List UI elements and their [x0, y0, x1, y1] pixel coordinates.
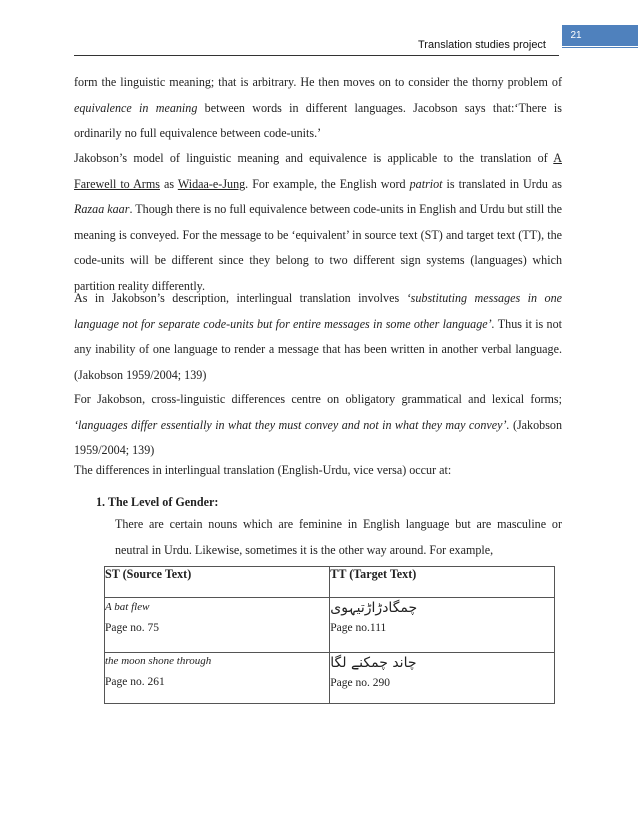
- p4-text-1: For Jakobson, cross-linguistic differences centre on obligatory grammatical and lexical forms;: [74, 392, 562, 406]
- p1-emphasis: equivalence in meaning: [74, 100, 198, 115]
- page-number: 21: [570, 30, 582, 41]
- table-header-row: [105, 567, 555, 598]
- table-header-tt: TT (Target Text): [330, 567, 555, 598]
- table-header-st: ST (Source Text): [105, 567, 330, 598]
- table-row: [105, 598, 555, 653]
- p2-text-2: as: [159, 176, 178, 191]
- paragraph-2: [74, 146, 562, 299]
- table-cell-st: [105, 598, 330, 653]
- paragraph-1: [74, 70, 562, 147]
- p3-quote: ‘substituting messages in one language not for separate code-units but for entire messages in some other language’.: [74, 291, 562, 331]
- paragraph-3: [74, 286, 562, 388]
- p3-text-1: As in Jakobson’s description, interlingual translation involves: [74, 291, 407, 305]
- p4-quote: ‘languages differ essentially in what they must convey and not in what they may convey’.: [74, 417, 510, 432]
- st-text: the moon shone through: [105, 655, 212, 667]
- list-item-title: 1. The Level of Gender:: [96, 495, 219, 509]
- p2-text-3: . For example, the English word: [245, 176, 410, 191]
- p2-emphasis-2: Razaa kaar: [74, 202, 130, 216]
- header-rule: [74, 55, 559, 56]
- tt-text: چمگادڑاڑتیہوی: [330, 600, 418, 616]
- p3-text-2: Thus it is not any inability of one language to render a message that has been written in another verbal language. (Jakobson 1959/2004; 139): [74, 316, 562, 382]
- st-page: Page no. 75: [105, 622, 159, 634]
- p2-text-4: is translated in Urdu as: [442, 176, 562, 191]
- p2-text-1: Jakobson’s model of linguistic meaning and equivalence is applicable to the translation of: [74, 151, 554, 165]
- p2-text-5: . Though there is no full equivalence between code-units in English and Urdu but still the meaning is conveyed. For the message to be ‘equivalent’ in source text (ST) and target text (TT), the code-units will be different since they belong to two different sign systems (languages) which partition reality differently.: [74, 202, 562, 293]
- table-cell-tt: [330, 598, 555, 653]
- paragraph-5: [74, 458, 562, 484]
- st-text: A bat flew: [105, 601, 150, 613]
- p2-emphasis-1: patriot: [409, 176, 443, 191]
- paragraph-4: [74, 387, 562, 464]
- list-item-body: There are certain nouns which are feminine in English language but are masculine or neutral in Urdu. Likewise, sometimes it is the other way around. For example,: [115, 517, 562, 557]
- p1-text-1: form the linguistic meaning; that is arbitrary. He then moves on to consider the thorny problem of: [74, 75, 562, 89]
- table-cell-st: [105, 653, 330, 704]
- st-page: Page no. 261: [105, 676, 165, 688]
- p4-text-2: (Jakobson 1959/2004; 139): [74, 417, 562, 457]
- p5-text: The differences in interlingual translation (English-Urdu, vice versa) occur at:: [74, 463, 452, 477]
- table-cell-tt: [330, 653, 555, 704]
- p2-book-title: A Farewell to Arms: [74, 151, 562, 191]
- p1-text-2: between words in different languages. Jacobson says that:‘There is ordinarily no full equivalence between code-units.’: [74, 100, 562, 140]
- page-number-box: [562, 25, 638, 46]
- tt-page: Page no.111: [330, 622, 387, 634]
- p2-translated-title: Widaa-e-Jung: [177, 176, 246, 191]
- translation-table: [104, 566, 555, 704]
- tt-text: چاند چمکنے لگا: [330, 655, 417, 671]
- header-title: Translation studies project: [418, 39, 546, 51]
- table-row: [105, 653, 555, 704]
- tt-page: Page no. 290: [330, 677, 390, 689]
